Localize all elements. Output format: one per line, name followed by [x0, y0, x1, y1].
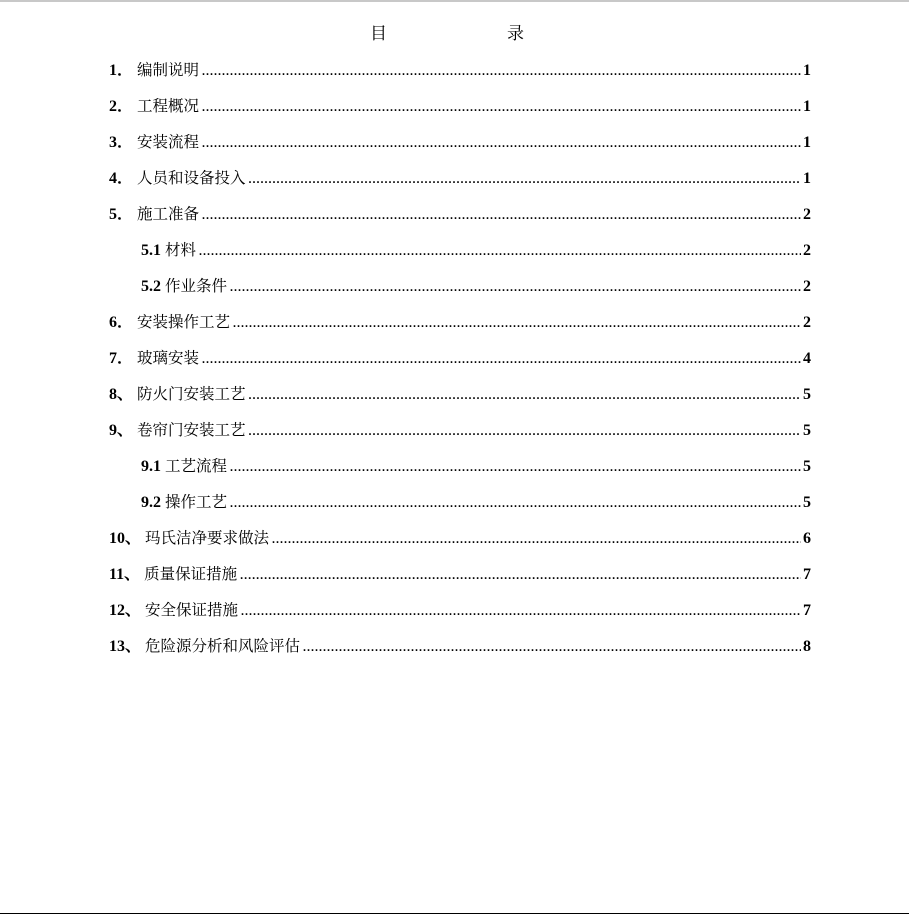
- toc-entry-number: 13、: [109, 638, 142, 655]
- toc-dot-leader: [202, 347, 801, 371]
- toc-dot-leader: [202, 59, 801, 83]
- toc-dot-leader: [202, 203, 801, 227]
- table-of-contents: [109, 58, 811, 670]
- toc-page-number: 7: [803, 602, 811, 619]
- toc-entry-5-2[interactable]: [109, 274, 811, 310]
- toc-page-number: 7: [803, 566, 811, 583]
- toc-entry-3[interactable]: [109, 130, 811, 166]
- toc-entry-11[interactable]: [109, 562, 811, 598]
- toc-entry-9[interactable]: [109, 418, 811, 454]
- toc-entry-1[interactable]: [109, 58, 811, 94]
- toc-page-number: 1: [803, 170, 811, 187]
- toc-dot-leader: [202, 95, 801, 119]
- toc-entry-6[interactable]: [109, 310, 811, 346]
- toc-entry-13[interactable]: [109, 634, 811, 670]
- toc-entry-label: 质量保证措施: [144, 565, 238, 583]
- toc-dot-leader: [199, 239, 801, 263]
- toc-dot-leader: [249, 167, 801, 191]
- toc-entry-label: 材料: [165, 241, 197, 259]
- toc-entry-label: 操作工艺: [165, 493, 228, 511]
- toc-entry-9-1[interactable]: [109, 454, 811, 490]
- toc-entry-number: 8、: [109, 386, 134, 403]
- toc-entry-label: 玻璃安装: [137, 349, 200, 367]
- toc-entry-number: 1．: [109, 62, 134, 79]
- toc-entry-number: 3．: [109, 134, 134, 151]
- top-border-line: [0, 0, 909, 2]
- toc-entry-label: 安装操作工艺: [137, 313, 231, 331]
- toc-entry-number: 5.1: [141, 242, 161, 259]
- toc-entry-4[interactable]: [109, 166, 811, 202]
- toc-entry-number: 4．: [109, 170, 134, 187]
- toc-dot-leader: [230, 275, 801, 299]
- toc-page-number: 1: [803, 134, 811, 151]
- toc-entry-label: 安全保证措施: [145, 601, 239, 619]
- toc-dot-leader: [240, 563, 801, 587]
- toc-entry-7[interactable]: [109, 346, 811, 382]
- toc-entry-number: 12、: [109, 602, 142, 619]
- bottom-border-line: [0, 913, 909, 914]
- page-title-char-1: 目: [370, 24, 387, 44]
- toc-entry-5[interactable]: [109, 202, 811, 238]
- toc-entry-label: 安装流程: [137, 133, 200, 151]
- toc-dot-leader: [230, 491, 801, 515]
- toc-entry-label: 卷帘门安装工艺: [137, 421, 246, 439]
- toc-page-number: 1: [803, 98, 811, 115]
- toc-page-number: 2: [803, 314, 811, 331]
- toc-entry-8[interactable]: [109, 382, 811, 418]
- toc-entry-label: 施工准备: [137, 205, 200, 223]
- toc-entry-10[interactable]: [109, 526, 811, 562]
- toc-entry-label: 编制说明: [137, 61, 200, 79]
- toc-entry-label: 危险源分析和风险评估: [145, 637, 301, 655]
- toc-entry-label: 工程概况: [137, 97, 200, 115]
- toc-entry-label: 工艺流程: [165, 457, 228, 475]
- toc-entry-number: 5．: [109, 206, 134, 223]
- toc-page-number: 2: [803, 206, 811, 223]
- toc-page-number: 1: [803, 62, 811, 79]
- toc-entry-number: 9、: [109, 422, 134, 439]
- toc-entry-label: 作业条件: [165, 277, 228, 295]
- toc-entry-12[interactable]: [109, 598, 811, 634]
- toc-page-number: 5: [803, 494, 811, 511]
- toc-page-number: 5: [803, 386, 811, 403]
- toc-entry-number: 2．: [109, 98, 134, 115]
- toc-entry-label: 玛氏洁净要求做法: [145, 529, 270, 547]
- toc-entry-number: 7．: [109, 350, 134, 367]
- toc-dot-leader: [230, 455, 801, 479]
- toc-dot-leader: [303, 635, 801, 659]
- toc-entry-2[interactable]: [109, 94, 811, 130]
- toc-dot-leader: [202, 131, 801, 155]
- toc-dot-leader: [272, 527, 801, 551]
- toc-page-number: 4: [803, 350, 811, 367]
- toc-entry-number: 5.2: [141, 278, 161, 295]
- toc-page-number: 2: [803, 242, 811, 259]
- toc-page-number: 5: [803, 458, 811, 475]
- toc-dot-leader: [249, 383, 801, 407]
- page-title-char-2: 录: [507, 24, 524, 44]
- toc-entry-number: 10、: [109, 530, 142, 547]
- toc-dot-leader: [249, 419, 801, 443]
- toc-entry-number: 6．: [109, 314, 134, 331]
- toc-page-number: 5: [803, 422, 811, 439]
- toc-entry-label: 人员和设备投入: [137, 169, 246, 187]
- toc-entry-number: 9.1: [141, 458, 161, 475]
- toc-dot-leader: [241, 599, 801, 623]
- toc-entry-label: 防火门安装工艺: [137, 385, 246, 403]
- toc-entry-number: 9.2: [141, 494, 161, 511]
- toc-page-number: 6: [803, 530, 811, 547]
- toc-entry-5-1[interactable]: [109, 238, 811, 274]
- toc-entry-9-2[interactable]: [109, 490, 811, 526]
- toc-page-number: 8: [803, 638, 811, 655]
- toc-page-number: 2: [803, 278, 811, 295]
- toc-dot-leader: [233, 311, 801, 335]
- toc-entry-number: 11、: [109, 566, 141, 583]
